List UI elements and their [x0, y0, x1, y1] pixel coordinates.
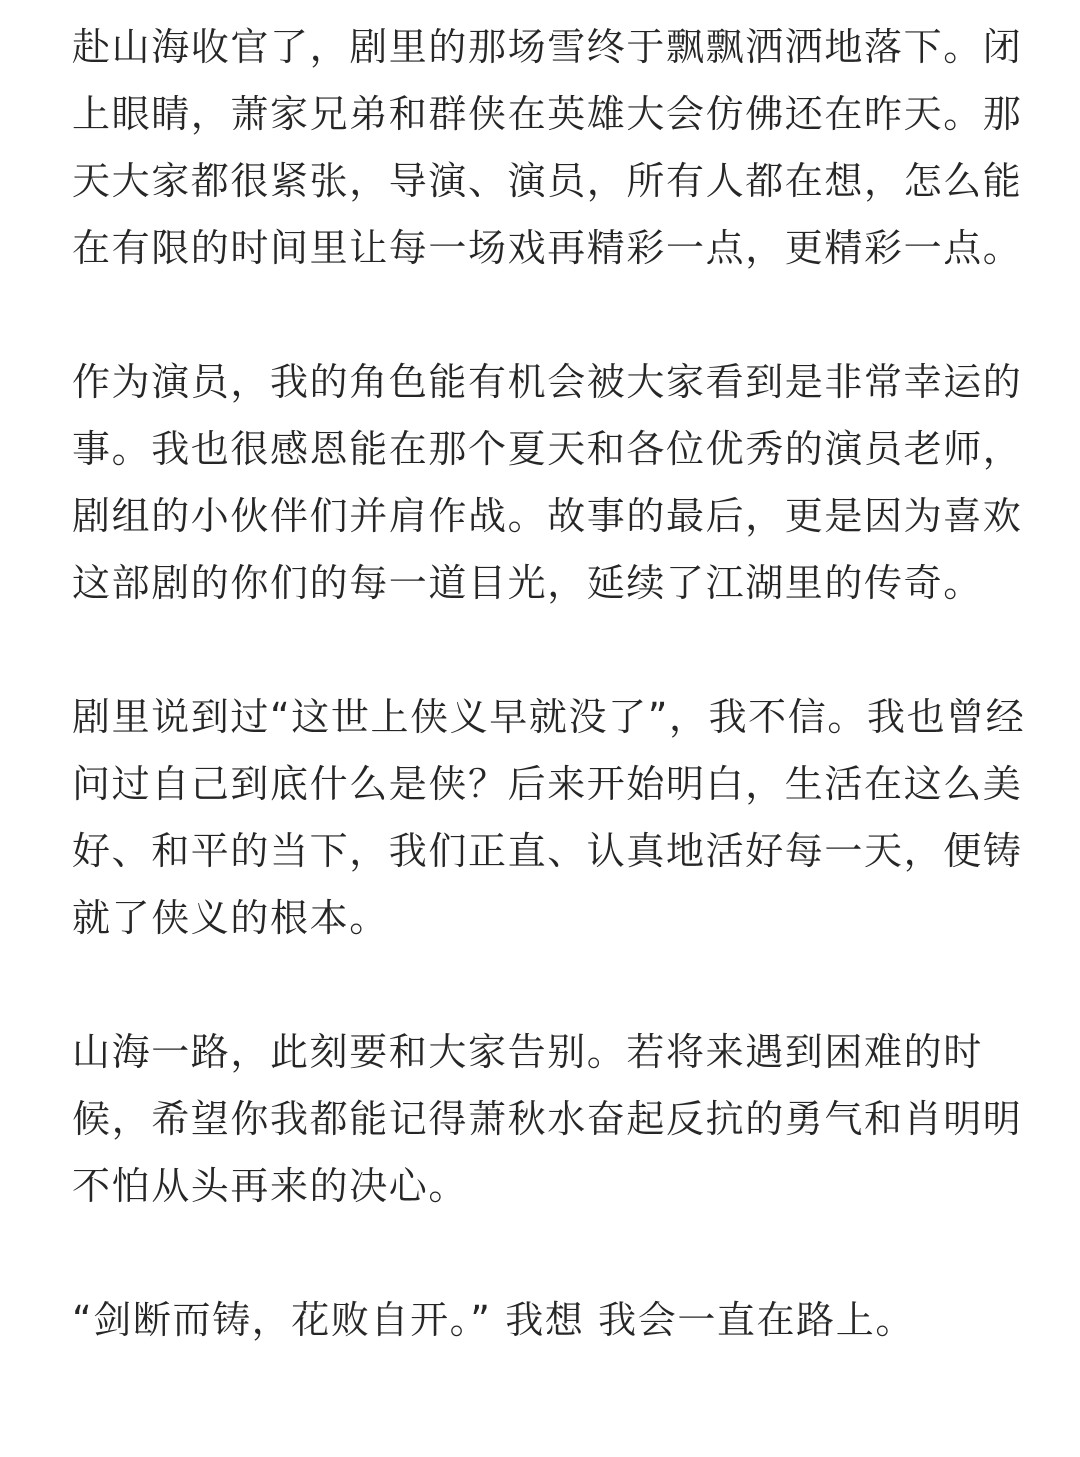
paragraph-2: 作为演员，我的角色能有机会被大家看到是非常幸运的事。我也很感恩能在那个夏天和各位优秀的演员老师，剧组的小伙伴们并肩作战。故事的最后，更是因为喜欢这部剧的你们的每一道目光，延续了江湖里的传奇。 — [72, 360, 1023, 605]
paragraph-1: 赴山海收官了，剧里的那场雪终于飘飘洒洒地落下。闭上眼睛，萧家兄弟和群侠在英雄大会仿佛还在昨天。那天大家都很紧张，导演、演员，所有人都在想，怎么能在有限的时间里让每一场戏再精彩一点，更精彩一点。 — [72, 25, 1023, 270]
article-body — [72, 14, 1032, 1354]
paragraph-3: 剧里说到过“这世上侠义早就没了”，我不信。我也曾经问过自己到底什么是侠？后来开始明白，生活在这么美好、和平的当下，我们正直、认真地活好每一天，便铸就了侠义的根本。 — [72, 695, 1026, 940]
paragraph-5: “剑断而铸，花败自开。” 我想 我会一直在路上。 — [72, 1298, 915, 1342]
paragraph-4: 山海一路，此刻要和大家告别。若将来遇到困难的时候，希望你我都能记得萧秋水奋起反抗的勇气和肖明明不怕从头再来的决心。 — [72, 1030, 1023, 1208]
